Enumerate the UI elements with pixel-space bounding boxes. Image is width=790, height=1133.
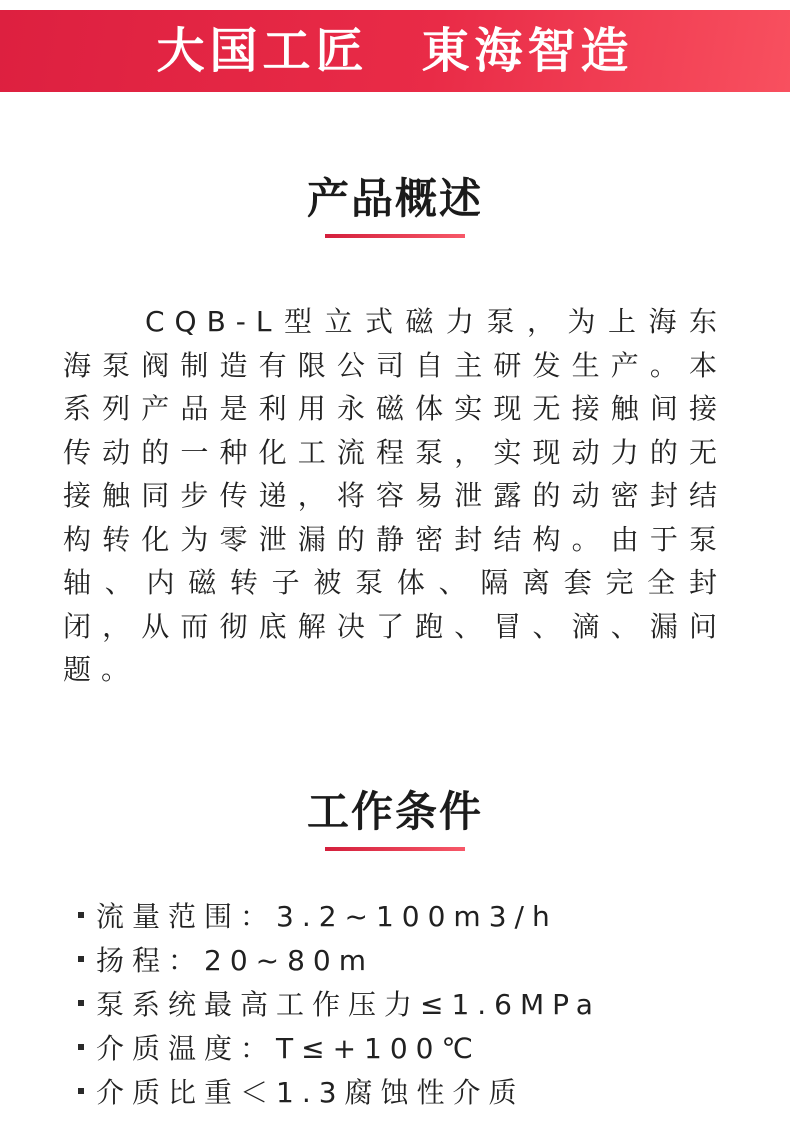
list-item <box>78 1025 790 1069</box>
condition-media-temperature: 介质温度：T≤+100℃ <box>96 1031 481 1065</box>
brand-banner <box>0 10 790 92</box>
bullet-icon <box>78 1000 84 1006</box>
list-item <box>78 937 790 981</box>
condition-flow-range: 流量范围：3.2~100m3/h <box>96 899 558 933</box>
overview-section-title: 产品概述 <box>306 174 483 223</box>
conditions-list <box>78 893 790 1113</box>
overview-title-underline <box>325 234 465 238</box>
list-item <box>78 981 790 1025</box>
bullet-icon <box>78 1088 84 1094</box>
section-working-conditions <box>0 786 790 1113</box>
overview-paragraph: CQB-L型立式磁力泵，为上海东海泵阀制造有限公司自主研发生产。本系列产品是利用永磁体实现无接触间接传动的一种化工流程泵，实现动力的无接触同步传递，将容易泄露的动密封结构转化为零泄漏的静密封结构。由于泵轴、内磁转子被泵体、隔离套完全封闭，从而彻底解决了跑、冒、滴、漏问题。 <box>63 305 727 686</box>
list-item <box>78 893 790 937</box>
conditions-section-title: 工作条件 <box>306 786 483 836</box>
bullet-icon <box>78 912 84 918</box>
conditions-title-underline <box>325 847 465 851</box>
section-product-overview <box>0 174 790 692</box>
condition-head: 扬程：20~80m <box>96 943 374 977</box>
banner-title: 大国工匠 東海智造 <box>156 23 634 79</box>
product-detail-page <box>0 10 790 1133</box>
bullet-icon <box>78 956 84 962</box>
condition-max-pressure: 泵系统最高工作压力≤1.6MPa <box>96 987 601 1021</box>
bullet-icon <box>78 1044 84 1050</box>
condition-media-gravity: 介质比重＜1.3腐蚀性介质 <box>96 1075 525 1109</box>
list-item <box>78 1069 790 1113</box>
